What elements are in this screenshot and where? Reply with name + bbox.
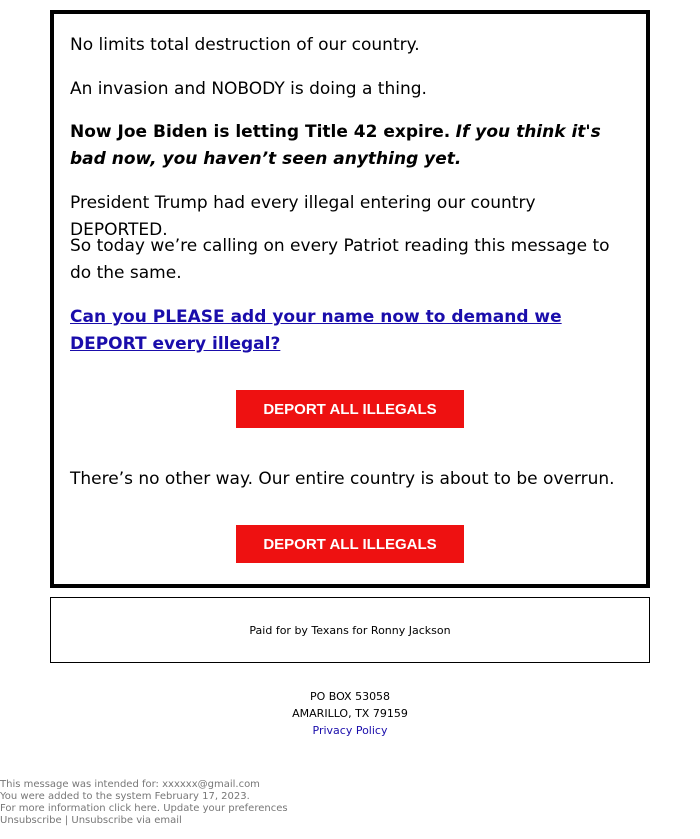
footer-added: You were added to the system February 17, 2023. (0, 791, 250, 802)
deport-cta-button-2[interactable]: DEPORT ALL ILLEGALS (236, 525, 464, 563)
add-name-link[interactable]: Can you PLEASE add your name now to demand we DEPORT every illegal? (70, 307, 562, 354)
address-line-2: AMARILLO, TX 79159 (292, 707, 408, 720)
privacy-policy-link[interactable]: Privacy Policy (312, 724, 388, 737)
footer (0, 779, 288, 827)
paragraph-4: President Trump had every illegal entering our country DEPORTED. (70, 193, 536, 240)
email-body (50, 10, 650, 588)
mailing-address (0, 688, 700, 739)
paragraph-3-bold: Now Joe Biden is letting Title 42 expire. (70, 122, 451, 142)
paragraph-3 (70, 119, 630, 173)
address-line-1: PO BOX 53058 (309, 690, 391, 703)
footer-more-info[interactable]: For more information click here. Update your preferences (0, 803, 288, 814)
footer-unsubscribe[interactable]: Unsubscribe | Unsubscribe via email (0, 815, 182, 826)
paid-for-text: Paid for by Texans for Ronny Jackson (249, 623, 451, 637)
deport-cta-button-1[interactable]: DEPORT ALL ILLEGALS (236, 390, 464, 428)
paragraph-6: There’s no other way. Our entire country is about to be overrun. (70, 469, 615, 489)
paragraph-5: So today we’re calling on every Patriot reading this message to do the same. (70, 236, 610, 283)
paragraph-1: No limits total destruction of our country. (70, 35, 420, 55)
paragraph-link-wrapper (70, 304, 630, 358)
footer-intended: This message was intended for: xxxxxx@gmail.com (0, 779, 260, 790)
paragraph-3-bold-italic: If you think it's bad now, you haven’t seen anything yet. (70, 122, 601, 169)
paid-for-disclaimer (50, 597, 650, 663)
paragraph-2: An invasion and NOBODY is doing a thing. (70, 79, 427, 99)
